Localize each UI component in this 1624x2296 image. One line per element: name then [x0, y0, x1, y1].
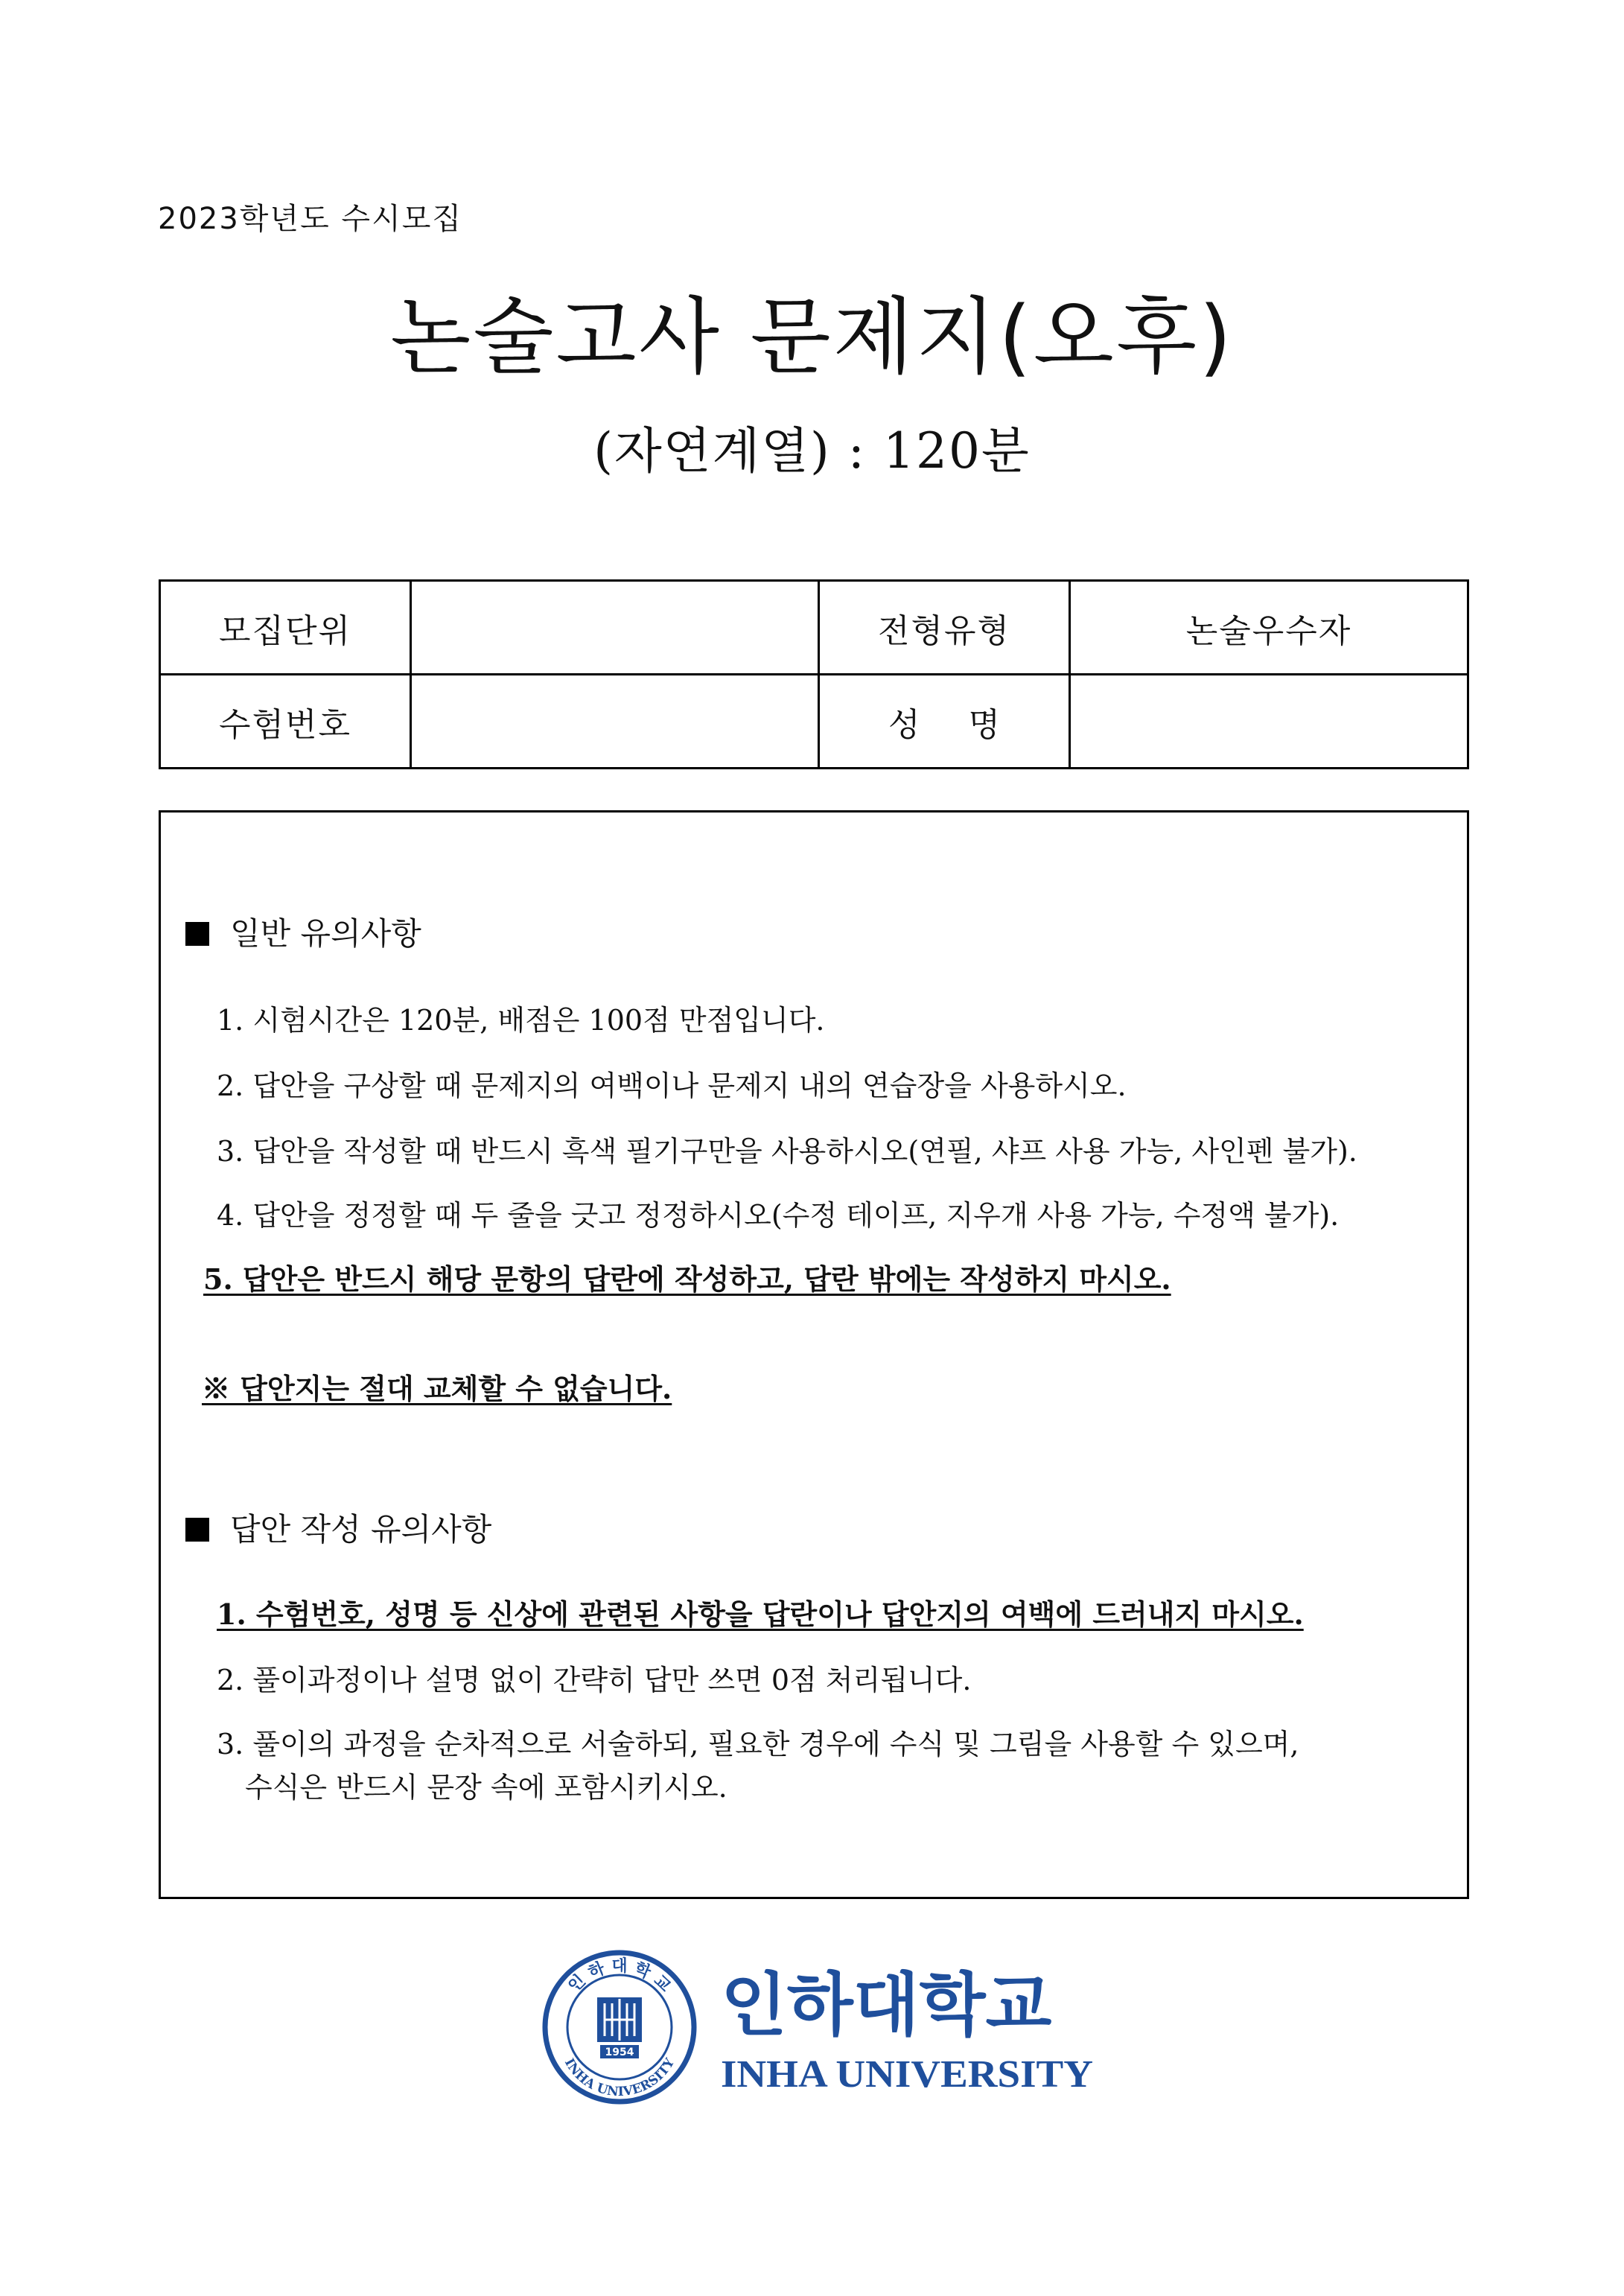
exam-number-label: 수험번호 — [160, 675, 411, 769]
general-notice-heading — [185, 909, 421, 954]
general-item-4: 4. 답안을 정정할 때 두 줄을 긋고 정정하시오(수정 테이프, 지우개 사용 가능, 수정액 불가). — [217, 1199, 1340, 1232]
recruitment-unit-field[interactable] — [411, 581, 819, 675]
seal-top-text: 인 하 대 학 교 — [564, 1957, 675, 1997]
table-row — [160, 675, 1468, 769]
answer-item-2: 2. 풀이과정이나 설명 없이 간략히 답만 쓰면 0점 처리됩니다. — [217, 1664, 972, 1696]
name-label-part1: 성 — [888, 705, 920, 744]
university-english-name: INHA UNIVERSITY — [721, 2053, 1093, 2096]
admission-type-label: 전형유형 — [819, 581, 1070, 675]
applicant-info-table — [159, 579, 1469, 769]
exam-number-field[interactable] — [411, 675, 819, 769]
name-label — [819, 675, 1070, 769]
general-item-3: 3. 답안을 작성할 때 반드시 흑색 필기구만을 사용하시오(연필, 샤프 사용 가능, 사인펜 불가). — [217, 1135, 1357, 1168]
page-subtitle: (자연계열) : 120분 — [593, 422, 1031, 480]
recruitment-unit-label: 모집단위 — [160, 581, 411, 675]
page-title: 논술고사 문제지(오후) — [390, 289, 1234, 386]
exam-year-line: 2023학년도 수시모집 — [158, 202, 462, 236]
answer-item-3: 3. 풀이의 과정을 순차적으로 서술하되, 필요한 경우에 수식 및 그림을 사용할 수 있으며, — [217, 1728, 1299, 1761]
answer-item-1: 1. 수험번호, 성명 등 신상에 관련된 사항을 답란이나 답안지의 여백에 드러내지 마시오. — [217, 1597, 1304, 1631]
table-row — [160, 581, 1468, 675]
general-notice-heading-text: 일반 유의사항 — [230, 915, 421, 952]
svg-text:INHA UNIVERSITY — [561, 2055, 678, 2099]
answer-sheet-warning: ※ 답안지는 절대 교체할 수 없습니다. — [202, 1372, 672, 1405]
seal-bottom-text: INHA UNIVERSITY — [561, 2055, 678, 2100]
admission-type-value: 논술우수자 — [1070, 581, 1468, 675]
answer-item-3-continued: 수식은 반드시 문장 속에 포함시키시오. — [245, 1771, 727, 1804]
general-item-2: 2. 답안을 구상할 때 문제지의 여백이나 문제지 내의 연습장을 사용하시오. — [217, 1069, 1127, 1102]
general-item-5: 5. 답안은 반드시 해당 문항의 답란에 작성하고, 답란 밖에는 작성하지 마시오. — [203, 1262, 1171, 1296]
name-field[interactable] — [1070, 675, 1468, 769]
university-seal-icon — [545, 1953, 694, 2102]
notice-box — [159, 810, 1469, 1899]
answer-notice-heading — [185, 1505, 491, 1550]
general-item-1: 1. 시험시간은 120분, 배점은 100점 만점입니다. — [217, 1004, 825, 1037]
seal-year: 1954 — [605, 2047, 634, 2058]
name-label-part2: 명 — [968, 705, 1000, 744]
university-korean-name: 인하대학교 — [721, 1965, 1052, 2045]
inha-university-logo — [542, 1945, 1108, 2109]
black-square-icon — [185, 1518, 209, 1542]
black-square-icon — [185, 922, 209, 946]
answer-notice-heading-text: 답안 작성 유의사항 — [230, 1511, 492, 1548]
